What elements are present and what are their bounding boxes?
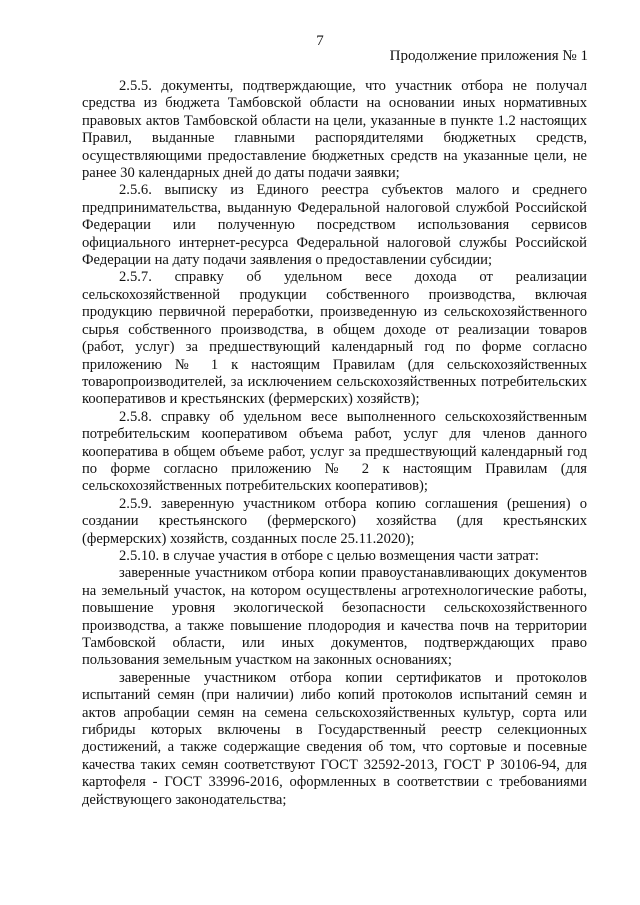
appendix-continuation-note: Продолжение приложения № 1: [389, 48, 588, 64]
paragraph-land-documents: заверенные участником отбора копии правоустанавливающих документов на земельный участок, на котором осуществлены агротехнологические работы, повышение уровня экологической безопасности сельскохозяйственного производства, а также повышение плодородия и качества почв на территории Тамбовской области, или иных документов, подтверждающих право пользования земельным участком на законных основаниях;: [82, 565, 587, 669]
paragraph-2-5-10: 2.5.10. в случае участия в отборе с целью возмещения части затрат:: [119, 547, 539, 564]
paragraph-2-5-8: 2.5.8. справку об удельном весе выполненного сельскохозяйственным потребительским кооперативом объема работ, услуг для членов данного кооператива в общем объеме работ, услуг за предшествующий календарный год по форме согласно приложению № 2 к настоящим Правилам (для сельскохозяйственных потребительских кооперативов);: [82, 408, 587, 495]
document-body: [82, 78, 587, 809]
paragraph-2-5-9: 2.5.9. заверенную участником отбора копию соглашения (решения) о создании крестьянского (фермерского) хозяйства (для крестьянских (фермерских) хозяйств, созданных после 25.11.2020);: [82, 495, 587, 547]
paragraph-seed-certificates: заверенные участником отбора копии сертификатов и протоколов испытаний семян (при наличии) либо копий протоколов испытаний семян и актов апробации семян на семена сельскохозяйственных культур, сорта или гибриды которых включены в Государственный реестр селекционных достижений, а также содержащие сведения об том, что сортовые и посевные качества таких семян соответствуют ГОСТ 32592-2013, ГОСТ Р 30106-94, для картофеля - ГОСТ 33996-2016, оформленных в соответствии с требованиями действующего законодательства;: [82, 669, 587, 808]
paragraph-2-5-5: 2.5.5. документы, подтверждающие, что участник отбора не получал средства из бюджета Тамбовской области на основании иных нормативных правовых актов Тамбовской области на цели, указанные в пункте 1.2 настоящих Правил, выданные главными распорядителями бюджетных средств, осуществляющими предоставление бюджетных средств на указанные цели, не ранее 30 календарных дней до даты подачи заявки;: [82, 78, 587, 182]
page-number: 7: [316, 33, 324, 49]
paragraph-2-5-7: 2.5.7. справку об удельном весе дохода от реализации сельскохозяйственной продукции собственного производства, включая продукцию первичной переработки, произведенную из сельскохозяйственного сырья собственного производства, в общем доходе от реализации товаров (работ, услуг) за предшествующий календарный год по форме согласно приложению № 1 к настоящим Правилам (для сельскохозяйственных товаропроизводителей, за исключением сельскохозяйственных потребительских кооперативов и крестьянских (фермерских) хозяйств);: [82, 269, 587, 408]
paragraph-2-5-6: 2.5.6. выписку из Единого реестра субъектов малого и среднего предпринимательства, выданную Федеральной налоговой службой Российской Федерации или полученную посредством использования сервисов официального интернет-ресурса Федеральной налоговой службы Российской Федерации на дату подачи заявления о предоставлении субсидии;: [82, 182, 587, 269]
